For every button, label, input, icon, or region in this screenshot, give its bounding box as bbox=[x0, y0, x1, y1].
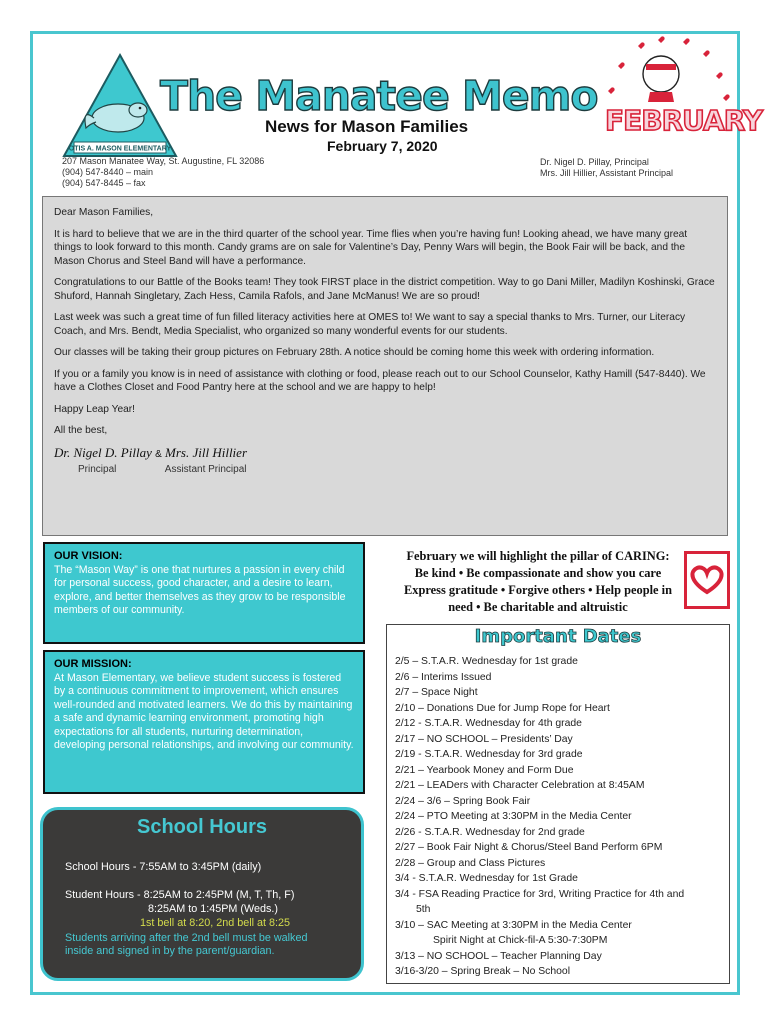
date-item: 2/6 – Interims Issued bbox=[395, 671, 492, 683]
caring-line: need • Be charitable and altruistic bbox=[448, 600, 628, 614]
vision-text: The “Mason Way” is one that nurtures a passion in every child for personal success, good character, and a desire to learn, explore, and better themselves as they grow to be responsible members of our community. bbox=[54, 563, 346, 616]
assistant-title: Assistant Principal bbox=[164, 464, 247, 475]
principal-signature: Dr. Nigel D. Pillay bbox=[54, 444, 152, 460]
principal-letter bbox=[42, 196, 728, 536]
late-arrival-note: Students arriving after the 2nd bell must be walked bbox=[65, 932, 308, 944]
caring-line: Express gratitude • Forgive others • Help people in bbox=[404, 583, 672, 597]
letter-paragraph: It is hard to believe that we are in the third quarter of the school year. Time flies when you’re having fun! Looking ahead, we have many great things to look forward to this month. Candy grams are on sale for Valentine’s Day, Penny Wars will begin, the Book Fair will be back, and the Mason Chorus and Steel Band will have a performance. bbox=[54, 228, 688, 267]
february-word-art: FEBRUARY bbox=[605, 104, 763, 137]
date-item: 2/27 – Book Fair Night & Chorus/Steel Band Perform 6PM bbox=[395, 842, 663, 853]
letter-closing: All the best, bbox=[54, 425, 108, 436]
date-item: 2/10 – Donations Due for Jump Rope for Heart bbox=[395, 702, 610, 714]
date-item: 2/17 – NO SCHOOL – Presidents’ Day bbox=[395, 733, 573, 745]
assistant-principal-name: Mrs. Jill Hillier, Assistant Principal bbox=[540, 168, 674, 178]
letter-paragraph: If you or a family you know is in need of assistance with clothing or food, please reach out to our School Counselor, Kathy Hamill (547-8440). We have a Clothes Closet and Food Pantry here at the school and we are happy to help! bbox=[54, 368, 706, 393]
school-hours-title: School Hours bbox=[136, 816, 267, 838]
mission-text: At Mason Elementary, we believe student success is fostered by a continuous commitment to improvement, which ensures well-rounded and motivated learners. We do this by maintaining a safe and dynamic learning environment, promoting high expectations for all students, nurturing determination, developing personal relationships, and involving our community. bbox=[54, 671, 354, 751]
letter-greeting: Dear Mason Families, bbox=[54, 207, 154, 218]
date-item: 3/10 – SAC Meeting at 3:30PM in the Media Center bbox=[395, 919, 632, 931]
vision-box bbox=[43, 542, 365, 644]
signatures bbox=[54, 446, 716, 462]
date-item-continued: 5th bbox=[416, 904, 431, 915]
date-item: 2/24 – PTO Meeting at 3:30PM in the Media Center bbox=[395, 811, 632, 822]
caring-line: February we will highlight the pillar of CARING: bbox=[406, 549, 670, 563]
school-hours-line: School Hours - 7:55AM to 3:45PM (daily) bbox=[65, 861, 262, 873]
phone-fax: (904) 547-8445 – fax bbox=[62, 178, 146, 188]
date-item: 3/4 - FSA Reading Practice for 3rd, Writing Practice for 4th and bbox=[395, 888, 685, 900]
date-item-continued: Spirit Night at Chick-fil-A 5:30-7:30PM bbox=[433, 935, 608, 946]
date-item: 2/5 – S.T.A.R. Wednesday for 1st grade bbox=[395, 656, 578, 667]
issue-date: February 7, 2020 bbox=[327, 138, 438, 154]
late-arrival-note-2: inside and signed in by the parent/guardian. bbox=[65, 945, 275, 957]
date-item: 2/28 – Group and Class Pictures bbox=[395, 857, 546, 869]
date-item: 2/12 - S.T.A.R. Wednesday for 4th grade bbox=[395, 718, 582, 729]
date-item: 3/13 – NO SCHOOL – Teacher Planning Day bbox=[395, 950, 602, 962]
date-item: 2/21 – LEADers with Character Celebration at 8:45AM bbox=[395, 780, 645, 791]
date-item: 2/19 - S.T.A.R. Wednesday for 3rd grade bbox=[395, 749, 583, 760]
logo-text: OTIS A. MASON ELEMENTARY bbox=[68, 145, 172, 153]
date-item: 3/16-3/20 – Spring Break – No School bbox=[395, 966, 571, 977]
mission-box bbox=[43, 650, 365, 794]
vision-heading: OUR VISION: bbox=[54, 550, 123, 562]
heart-hands-icon bbox=[684, 551, 730, 609]
mission-heading: OUR MISSION: bbox=[54, 658, 132, 670]
date-item: 3/4 - S.T.A.R. Wednesday for 1st Grade bbox=[395, 873, 578, 884]
administrators bbox=[540, 157, 673, 179]
principal-name: Dr. Nigel D. Pillay, Principal bbox=[540, 157, 649, 167]
principal-title: Principal bbox=[78, 464, 117, 475]
caring-line: Be kind • Be compassionate and show you care bbox=[414, 566, 662, 580]
newsletter-title: The Manatee Memo bbox=[160, 72, 598, 120]
signature-titles bbox=[54, 463, 716, 477]
newsletter-subtitle: News for Mason Families bbox=[265, 117, 469, 136]
bell-times: 1st bell at 8:20, 2nd bell at 8:25 bbox=[140, 917, 291, 929]
date-item: 2/7 – Space Night bbox=[395, 687, 478, 698]
address-line: 207 Mason Manatee Way, St. Augustine, FL 32086 bbox=[62, 156, 265, 166]
phone-main: (904) 547-8440 – main bbox=[62, 167, 154, 177]
school-hours-box bbox=[40, 807, 364, 981]
date-item: 2/24 – 3/6 – Spring Book Fair bbox=[395, 795, 531, 807]
important-dates-list bbox=[395, 654, 725, 980]
assistant-signature: Mrs. Jill Hillier bbox=[165, 444, 247, 460]
signature-ampersand: & bbox=[155, 448, 162, 460]
letter-paragraph: Congratulations to our Battle of the Books team! They took FIRST place in the district competition. Way to go Dani Miller, Madilyn Koshinski, Grace Shuford, Hannah Singletary, Zach Hess, Camila Rafols, and Jane McManus! We are so proud! bbox=[54, 277, 715, 302]
letter-paragraph: Our classes will be taking their group pictures on February 28th. A notice should be coming home this week with ordering information. bbox=[54, 347, 655, 358]
date-item: 2/21 – Yearbook Money and Form Due bbox=[395, 764, 574, 776]
important-dates-title: Important Dates bbox=[474, 626, 642, 647]
student-hours-wednesday: 8:25AM to 1:45PM (Weds.) bbox=[148, 903, 279, 915]
school-address bbox=[62, 156, 264, 189]
student-hours-line: Student Hours - 8:25AM to 2:45PM (M, T, Th, F) bbox=[65, 889, 295, 901]
caring-pillar bbox=[388, 548, 688, 616]
letter-paragraph: Last week was such a great time of fun filled literacy activities here at OMES to! We want to say a special thanks to Mrs. Turner, our Literacy Coach, and Mrs. Bendt, Media Specialist, who organized so many wonderful events for our students. bbox=[54, 312, 686, 337]
letter-paragraph: Happy Leap Year! bbox=[54, 403, 136, 415]
date-item: 2/26 - S.T.A.R. Wednesday for 2nd grade bbox=[395, 826, 585, 838]
